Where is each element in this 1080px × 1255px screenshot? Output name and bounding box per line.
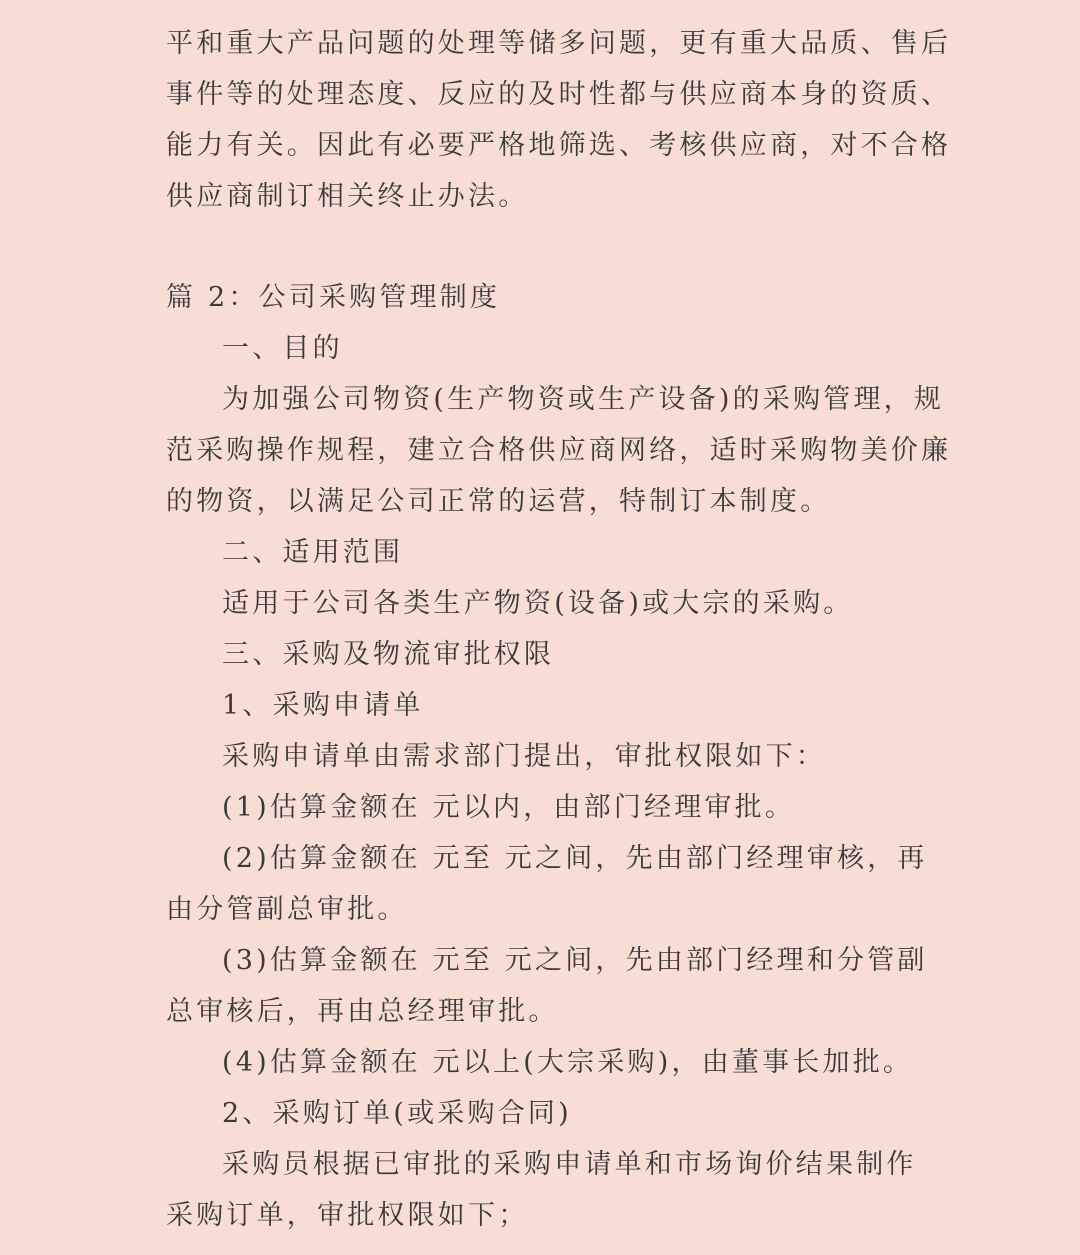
paragraph-line: 适用于公司各类生产物资(设备)或大宗的采购。 bbox=[222, 588, 854, 619]
subheading: 2、采购订单(或采购合同) bbox=[222, 1098, 572, 1129]
subheading: 二、适用范围 bbox=[222, 537, 404, 568]
intro-line: 供应商制订相关终止办法。 bbox=[166, 181, 529, 212]
subheading: 三、采购及物流审批权限 bbox=[222, 639, 555, 670]
paragraph-line: 的物资，以满足公司正常的运营，特制订本制度。 bbox=[166, 486, 831, 517]
list-item: (4)估算金额在 元以上(大宗采购)，由董事长加批。 bbox=[222, 1047, 914, 1078]
list-item-continuation: 总审核后，再由总经理审批。 bbox=[166, 996, 559, 1027]
intro-line: 平和重大产品问题的处理等储多问题，更有重大品质、售后 bbox=[166, 28, 952, 59]
paragraph-line: 采购订单，审批权限如下； bbox=[166, 1200, 529, 1231]
paragraph-line: 采购申请单由需求部门提出，审批权限如下： bbox=[222, 741, 826, 772]
paragraph-line: 为加强公司物资(生产物资或生产设备)的采购管理，规 bbox=[222, 384, 945, 415]
paragraph-line: 采购员根据已审批的采购申请单和市场询价结果制作 bbox=[222, 1149, 917, 1180]
list-item-continuation: 由分管副总审批。 bbox=[166, 894, 408, 925]
paragraph-line: 范采购操作规程，建立合格供应商网络，适时采购物美价廉 bbox=[166, 435, 952, 466]
intro-line: 能力有关。因此有必要严格地筛选、考核供应商，对不合格 bbox=[166, 130, 952, 161]
section-heading: 篇 2：公司采购管理制度 bbox=[166, 282, 501, 313]
intro-line: 事件等的处理态度、反应的及时性都与供应商本身的资质、 bbox=[166, 79, 952, 110]
list-item: (1)估算金额在 元以内，由部门经理审批。 bbox=[222, 792, 796, 823]
subheading: 1、采购申请单 bbox=[222, 690, 424, 721]
subheading: 一、目的 bbox=[222, 333, 343, 364]
list-item: (2)估算金额在 元至 元之间，先由部门经理审核，再 bbox=[222, 843, 928, 874]
list-item: (3)估算金额在 元至 元之间，先由部门经理和分管副 bbox=[222, 945, 928, 976]
